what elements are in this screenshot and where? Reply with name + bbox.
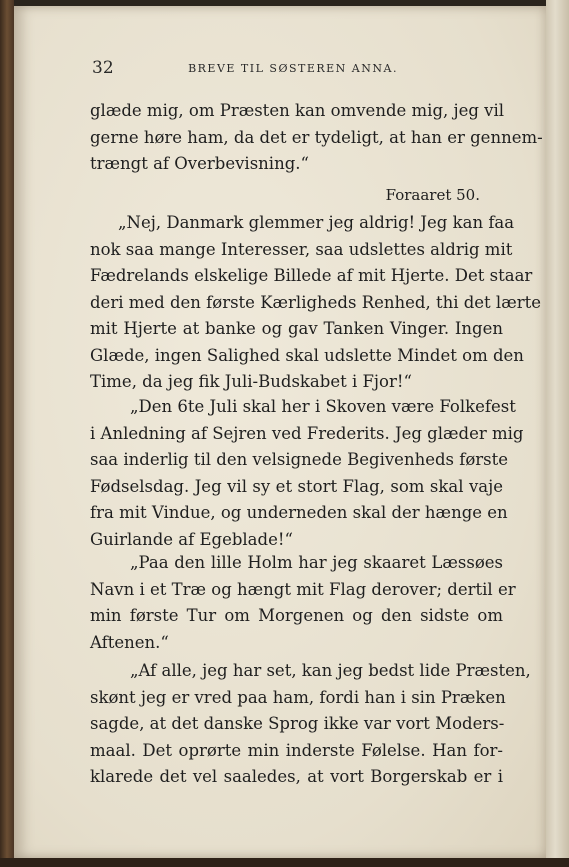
text-line: skønt jeg er vred paa ham, fordi han i sin Præken: [90, 687, 506, 707]
paragraph-2: [90, 210, 542, 396]
text-line: saa inderlig til den velsignede Begivenheds første: [90, 450, 509, 469]
dateline: Foraaret 50.: [385, 186, 480, 204]
running-head: BREVE TIL SØSTEREN ANNA.: [188, 62, 398, 75]
page-number: 32: [92, 58, 114, 78]
page-edge: [546, 0, 569, 867]
text-line: deri med den første Kærligheds Renhed, thi det lærte: [90, 292, 542, 312]
page-header: [78, 58, 508, 78]
text-line: nok saa mange Interesser, saa udslettes aldrig mit: [90, 239, 513, 259]
text-line: Navn i et Træ og hængt mit Flag derover; dertil er: [90, 579, 516, 599]
paragraph-1: [90, 98, 543, 178]
text-line: i Anledning af Sejren ved Frederits. Jeg glæder mig: [90, 423, 524, 443]
text-line: Aftenen.“: [90, 632, 169, 652]
page-bottom-shadow: [0, 858, 569, 867]
text-line: Fødselsdag. Jeg vil sy et stort Flag, som skal vaje: [90, 476, 503, 496]
text-line: Fædrelands elskelige Billede af mit Hjerte. Det staar: [90, 266, 533, 285]
paragraph-3: [90, 394, 524, 553]
text-line: Time, da jeg fik Juli-Budskabet i Fjor!“: [90, 372, 412, 391]
text-line: Guirlande af Egeblade!“: [90, 529, 293, 549]
paragraph-5: [90, 658, 531, 791]
text-line: „Nej, Danmark glemmer jeg aldrig! Jeg kan faa: [118, 213, 515, 232]
text-line: sagde, at det danske Sprog ikke var vort Moders-: [90, 714, 505, 733]
paragraph-4: [90, 550, 516, 656]
text-line: maal. Det oprørte min inderste Følelse. Han for-: [90, 740, 503, 760]
text-line: Glæde, ingen Salighed skal udslette Mindet om den: [90, 345, 524, 365]
text-line: „Af alle, jeg har set, kan jeg bedst lide Præsten,: [130, 661, 531, 680]
text-line: min første Tur om Morgenen og den sidste om: [90, 606, 503, 625]
text-line: glæde mig, om Præsten kan omvende mig, jeg vil: [90, 101, 505, 120]
text-line: „Den 6te Juli skal her i Skoven være Folkefest: [130, 397, 516, 416]
book-binding: [0, 0, 14, 867]
text-line: „Paa den lille Holm har jeg skaaret Læssøes: [130, 553, 503, 572]
text-line: klarede det vel saaledes, at vort Borgerskab er i: [90, 767, 503, 786]
text-line: mit Hjerte at banke og gav Tanken Vinger. Ingen: [90, 319, 503, 338]
text-line: fra mit Vindue, og underneden skal der hænge en: [90, 503, 508, 522]
text-line: gerne høre ham, da det er tydeligt, at han er gennem-: [90, 127, 543, 147]
text-line: trængt af Overbevisning.“: [90, 154, 309, 173]
